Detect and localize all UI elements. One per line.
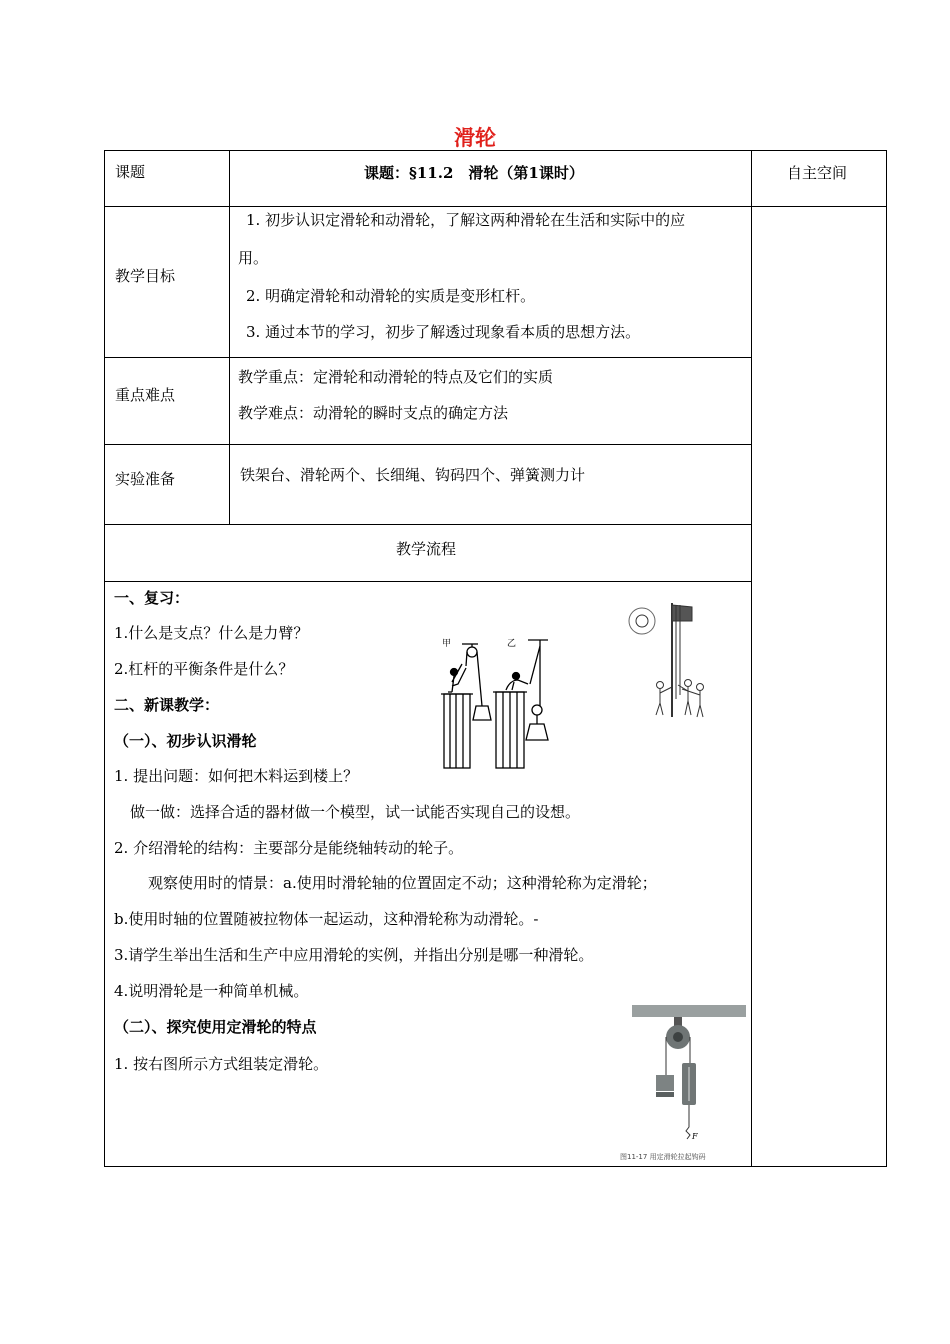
flow-label: 教学流程	[396, 540, 457, 558]
section-1-item-4: 4.说明滑轮是一种简单机械。	[114, 982, 309, 1000]
flagpole-illustration	[626, 599, 712, 725]
figure-a-label: 甲	[442, 639, 452, 649]
review-heading: 一、复习：	[114, 589, 190, 607]
teaching-focus: 教学重点：定滑轮和动滑轮的特点及它们的实质	[238, 368, 554, 386]
self-study-space-label: 自主空间	[787, 164, 848, 182]
prep-label: 实验准备	[115, 470, 176, 488]
force-label: F	[692, 1132, 698, 1141]
prep-items: 铁架台、滑轮两个、长细绳、钩码四个、弹簧测力计	[240, 466, 586, 484]
review-question-2: 2.杠杆的平衡条件是什么？	[114, 660, 294, 678]
figure-caption: 图11-17 用定滑轮拉起钩码	[620, 1153, 706, 1161]
goal-2: 2. 明确定滑轮和动滑轮的实质是变形杠杆。	[246, 287, 536, 305]
header-topic-label: 课题	[115, 163, 146, 181]
section-1-item-1-activity: 做一做：选择合适的器材做一个模型，试一试能否实现自己的设想。	[130, 803, 581, 821]
document-title: 滑轮	[454, 126, 496, 150]
goal-3: 3. 通过本节的学习，初步了解透过现象看本质的思想方法。	[246, 323, 641, 341]
section-2-item-1: 1. 按右图所示方式组装定滑轮。	[114, 1055, 329, 1073]
section-1-item-1: 1. 提出问题：如何把木料运到楼上？	[114, 767, 359, 785]
section-1-item-2: 2. 介绍滑轮的结构：主要部分是能绕轴转动的轮子。	[114, 839, 464, 857]
review-question-1: 1.什么是支点？什么是力臂？	[114, 624, 309, 642]
lesson-topic: 课题：§11.2 滑轮（第1课时）	[364, 164, 584, 182]
section-1-item-2-observe: 观察使用时的情景：a.使用时滑轮轴的位置固定不动；这种滑轮称为定滑轮；	[148, 874, 657, 892]
goals-label: 教学目标	[115, 267, 176, 285]
key-points-label: 重点难点	[115, 386, 176, 404]
section-1-item-2-movable: b.使用时轴的位置随被拉物体一起运动，这种滑轮称为动滑轮。-	[114, 910, 539, 928]
pulley-worker-illustration	[436, 636, 560, 770]
fixed-pulley-photo	[630, 1003, 748, 1153]
teaching-difficulty: 教学难点：动滑轮的瞬时支点的确定方法	[238, 404, 509, 422]
goal-1-cont: 用。	[238, 249, 269, 267]
section-1-item-3: 3.请学生举出生活和生产中应用滑轮的实例，并指出分别是哪一种滑轮。	[114, 946, 594, 964]
section-1-heading: （一）、初步认识滑轮	[114, 732, 257, 750]
figure-b-label: 乙	[507, 639, 517, 649]
section-2-heading: （二）、探究使用定滑轮的特点	[114, 1018, 317, 1036]
new-lesson-heading: 二、新课教学：	[114, 696, 220, 714]
goal-1: 1. 初步认识定滑轮和动滑轮，了解这两种滑轮在生活和实际中的应	[246, 211, 686, 229]
